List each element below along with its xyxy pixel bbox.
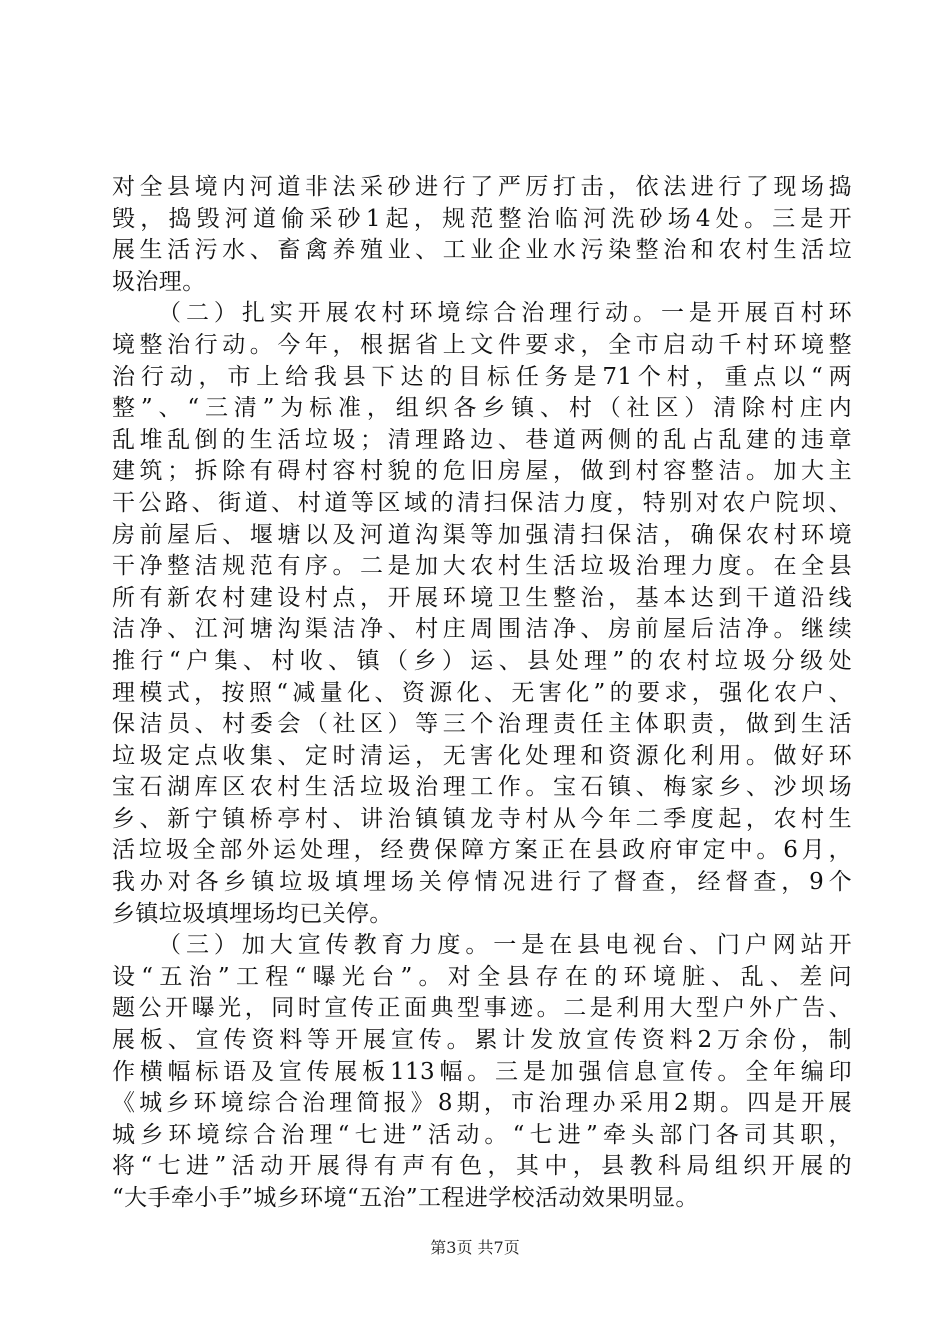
text-line: 保洁员、村委会（社区）等三个治理责任主体职责，做到生活 bbox=[112, 711, 852, 738]
text-line: 治行动，市上给我县下达的目标任务是71个村，重点以“两 bbox=[112, 363, 852, 390]
text-line: 乡镇垃圾填埋场均已关停。 bbox=[112, 900, 393, 927]
text-line: 对全县境内河道非法采砂进行了严厉打击，依法进行了现场捣 bbox=[112, 174, 852, 200]
text-line: 我办对各乡镇垃圾填埋场关停情况进行了督查，经督查，9个 bbox=[112, 869, 852, 896]
text-line: 作横幅标语及宣传展板113幅。三是加强信息宣传。全年编印 bbox=[112, 1058, 852, 1085]
text-line: 房前屋后、堰塘以及河道沟渠等加强清扫保洁，确保农村环境 bbox=[112, 521, 852, 548]
text-line: 境整治行动。今年，根据省上文件要求，全市启动千村环境整 bbox=[112, 331, 852, 358]
text-line: 干公路、街道、村道等区域的清扫保洁力度，特别对农户院坝、 bbox=[112, 489, 852, 516]
text-line: 所有新农村建设村点，开展环境卫生整治，基本达到干道沿线 bbox=[112, 584, 852, 611]
text-line: 毁，捣毁河道偷采砂1起，规范整治临河洗砂场4处。三是开 bbox=[112, 205, 852, 232]
text-line: 活垃圾全部外运处理，经费保障方案正在县政府审定中。6月， bbox=[112, 837, 852, 864]
text-line: “大手牵小手”城乡环境“五治”工程进学校活动效果明显。 bbox=[112, 1185, 699, 1211]
text-line: 理模式，按照“减量化、资源化、无害化”的要求，强化农户、 bbox=[112, 679, 852, 706]
text-line: 展生活污水、畜禽养殖业、工业企业水污染整治和农村生活垃 bbox=[112, 237, 852, 264]
text-line: 题公开曝光，同时宣传正面典型事迹。二是利用大型户外广告、 bbox=[112, 995, 852, 1022]
text-line: 乡、新宁镇桥亭村、讲治镇镇龙寺村从今年二季度起，农村生 bbox=[112, 805, 852, 832]
text-line: 洁净、江河塘沟渠洁净、村庄周围洁净、房前屋后洁净。继续 bbox=[112, 616, 852, 643]
text-line: 将“七进”活动开展得有声有色，其中，县教科局组织开展的 bbox=[112, 1153, 852, 1180]
text-line: 《城乡环境综合治理简报》8期，市治理办采用2期。四是开展 bbox=[112, 1090, 852, 1117]
text-line: 宝石湖库区农村生活垃圾治理工作。宝石镇、梅家乡、沙坝场 bbox=[112, 774, 852, 801]
text-line: 垃圾定点收集、定时清运，无害化处理和资源化利用。做好环 bbox=[112, 742, 852, 769]
text-line: 圾治理。 bbox=[112, 268, 206, 295]
text-line: 推行“户集、村收、镇（乡）运、县处理”的农村垃圾分级处 bbox=[112, 647, 852, 674]
text-line: 建筑；拆除有碍村容村貌的危旧房屋，做到村容整洁。加大主 bbox=[112, 458, 852, 485]
text-line: 乱堆乱倒的生活垃圾；清理路边、巷道两侧的乱占乱建的违章 bbox=[112, 426, 852, 453]
text-line: （三）加大宣传教育力度。一是在县电视台、门户网站开 bbox=[158, 932, 852, 959]
text-line: 干净整洁规范有序。二是加大农村生活垃圾治理力度。在全县 bbox=[112, 553, 852, 580]
text-line: （二）扎实开展农村环境综合治理行动。一是开展百村环 bbox=[158, 300, 852, 327]
page-footer: 第3页 共7页 bbox=[430, 1238, 520, 1257]
text-line: 城乡环境综合治理“七进”活动。“七进”牵头部门各司其职， bbox=[112, 1121, 852, 1148]
body-text bbox=[112, 172, 852, 1215]
text-line: 展板、宣传资料等开展宣传。累计发放宣传资料2万余份，制 bbox=[112, 1027, 852, 1054]
text-line: 设“五治”工程“曝光台”。对全县存在的环境脏、乱、差问 bbox=[112, 963, 852, 990]
text-line: 整”、“三清”为标准，组织各乡镇、村（社区）清除村庄内 bbox=[112, 395, 852, 422]
